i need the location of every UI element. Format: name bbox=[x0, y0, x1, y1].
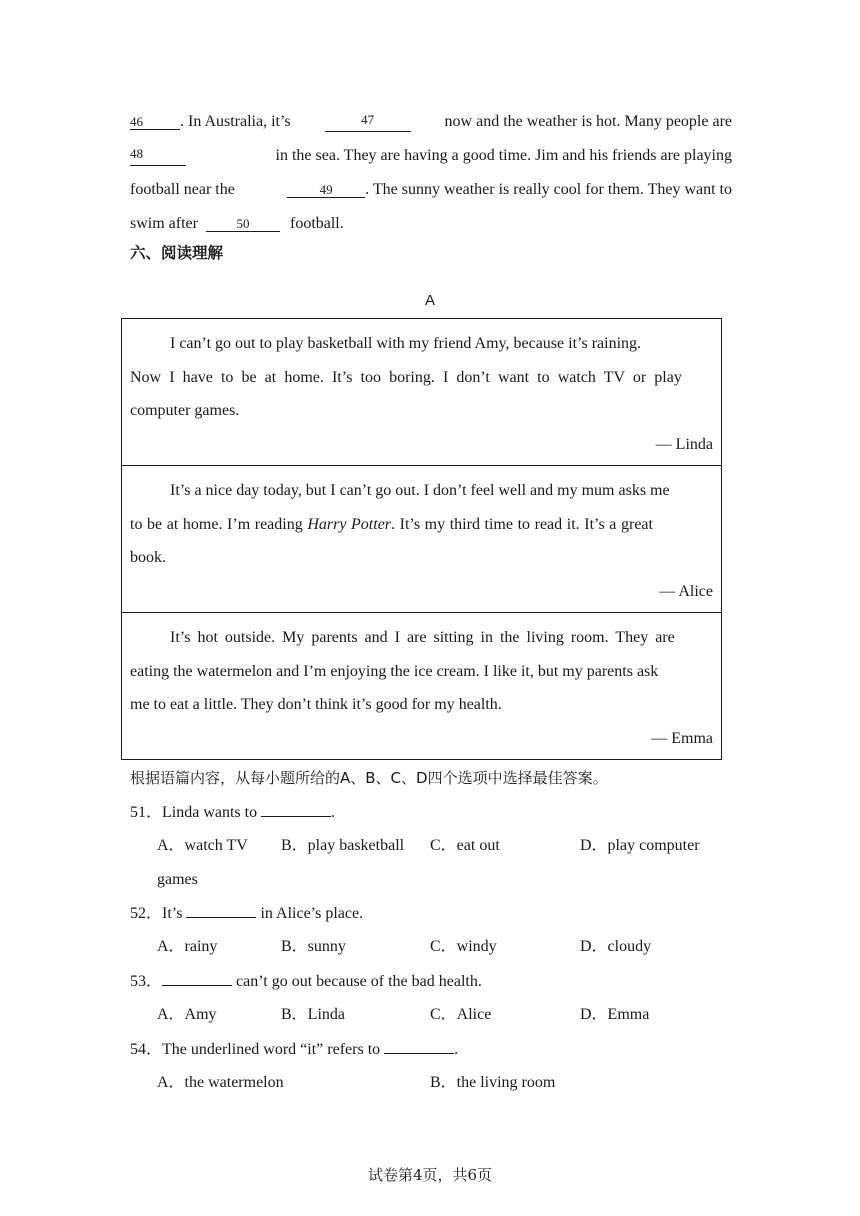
option-a[interactable]: A．rainy bbox=[157, 938, 218, 955]
passage-box-linda bbox=[121, 318, 722, 466]
passage-line: me to eat a little. They don’t think it’s good for my health. bbox=[130, 696, 502, 713]
passage-line: Now I have to be at home. It’s too boring. I don’t want to watch TV or play bbox=[130, 369, 682, 386]
cloze-text: now and the weather is hot. Many people are bbox=[444, 113, 732, 130]
question-54: 54．The underlined word “it” refers to . bbox=[130, 1041, 459, 1058]
blank-46: 46 bbox=[130, 114, 180, 130]
page-footer: 试卷第4页，共6页 bbox=[367, 1166, 493, 1184]
option-a[interactable]: A．Amy bbox=[157, 1006, 217, 1023]
answer-blank bbox=[186, 903, 256, 918]
cloze-text: . The sunny weather is really cool for them. They want to bbox=[365, 181, 732, 198]
option-d[interactable]: D．cloudy bbox=[580, 938, 652, 955]
cloze-text: football near the bbox=[130, 181, 235, 198]
option-c[interactable]: C．Alice bbox=[430, 1006, 492, 1023]
cloze-text: swim after bbox=[130, 215, 198, 232]
passage-signature: — Emma bbox=[651, 730, 713, 747]
answer-blank bbox=[261, 802, 331, 817]
passage-line: eating the watermelon and I’m enjoying the ice cream. I like it, but my parents ask bbox=[130, 663, 659, 680]
blank-49: 49 bbox=[287, 182, 365, 198]
book-title: Harry Potter bbox=[307, 516, 392, 533]
passage-signature: — Linda bbox=[655, 436, 713, 453]
instruction: 根据语篇内容，从每小题所给的A、B、C、D四个选项中选择最佳答案。 bbox=[130, 769, 608, 787]
section-title: 六、阅读理解 bbox=[130, 244, 224, 262]
option-d[interactable]: D．Emma bbox=[580, 1006, 650, 1023]
option-b[interactable]: B．play basketball bbox=[281, 837, 405, 854]
passage-box-alice bbox=[121, 465, 722, 613]
passage-line: It’s a nice day today, but I can’t go out. I don’t feel well and my mum asks me bbox=[170, 482, 670, 499]
option-c[interactable]: C．windy bbox=[430, 938, 497, 955]
passage-line: I can’t go out to play basketball with my friend Amy, because it’s raining. bbox=[170, 335, 642, 352]
answer-blank bbox=[384, 1039, 454, 1054]
question-52: 52．It’s in Alice’s place. bbox=[130, 905, 364, 922]
question-53: 53． can’t go out because of the bad health. bbox=[130, 973, 482, 990]
cloze-line-2 bbox=[130, 146, 732, 166]
option-d[interactable]: D．play computer bbox=[580, 837, 700, 854]
cloze-line-4 bbox=[130, 214, 732, 234]
option-a[interactable]: A．watch TV bbox=[157, 837, 248, 854]
option-b[interactable]: B．the living room bbox=[430, 1074, 556, 1091]
option-c[interactable]: C．eat out bbox=[430, 837, 500, 854]
blank-47: 47 bbox=[325, 112, 411, 132]
passage-line: computer games. bbox=[130, 402, 240, 419]
passage-label: A bbox=[424, 292, 435, 309]
cloze-line-3 bbox=[130, 180, 732, 200]
answer-blank bbox=[162, 971, 232, 986]
cloze-text: . In Australia, it’s bbox=[180, 113, 291, 130]
passage-line: It’s hot outside. My parents and I are sitting in the living room. They are bbox=[170, 629, 675, 646]
passage-line: book. bbox=[130, 549, 166, 566]
option-d-wrap: games bbox=[157, 871, 198, 888]
option-b[interactable]: B．Linda bbox=[281, 1006, 345, 1023]
cloze-text: football. bbox=[289, 215, 344, 232]
question-51: 51．Linda wants to . bbox=[130, 804, 336, 821]
passage-signature: — Alice bbox=[659, 583, 713, 600]
cloze-text: in the sea. They are having a good time. Jim and his friends are playing bbox=[275, 147, 732, 164]
blank-48: 48 bbox=[130, 146, 186, 166]
option-b[interactable]: B．sunny bbox=[281, 938, 346, 955]
option-a[interactable]: A．the watermelon bbox=[157, 1074, 284, 1091]
blank-50: 50 bbox=[206, 216, 280, 232]
passage-line: to be at home. I’m reading Harry Potter. It’s my third time to read it. It’s a great bbox=[130, 516, 653, 533]
cloze-line-1 bbox=[130, 112, 732, 132]
passage-box-emma bbox=[121, 612, 722, 760]
